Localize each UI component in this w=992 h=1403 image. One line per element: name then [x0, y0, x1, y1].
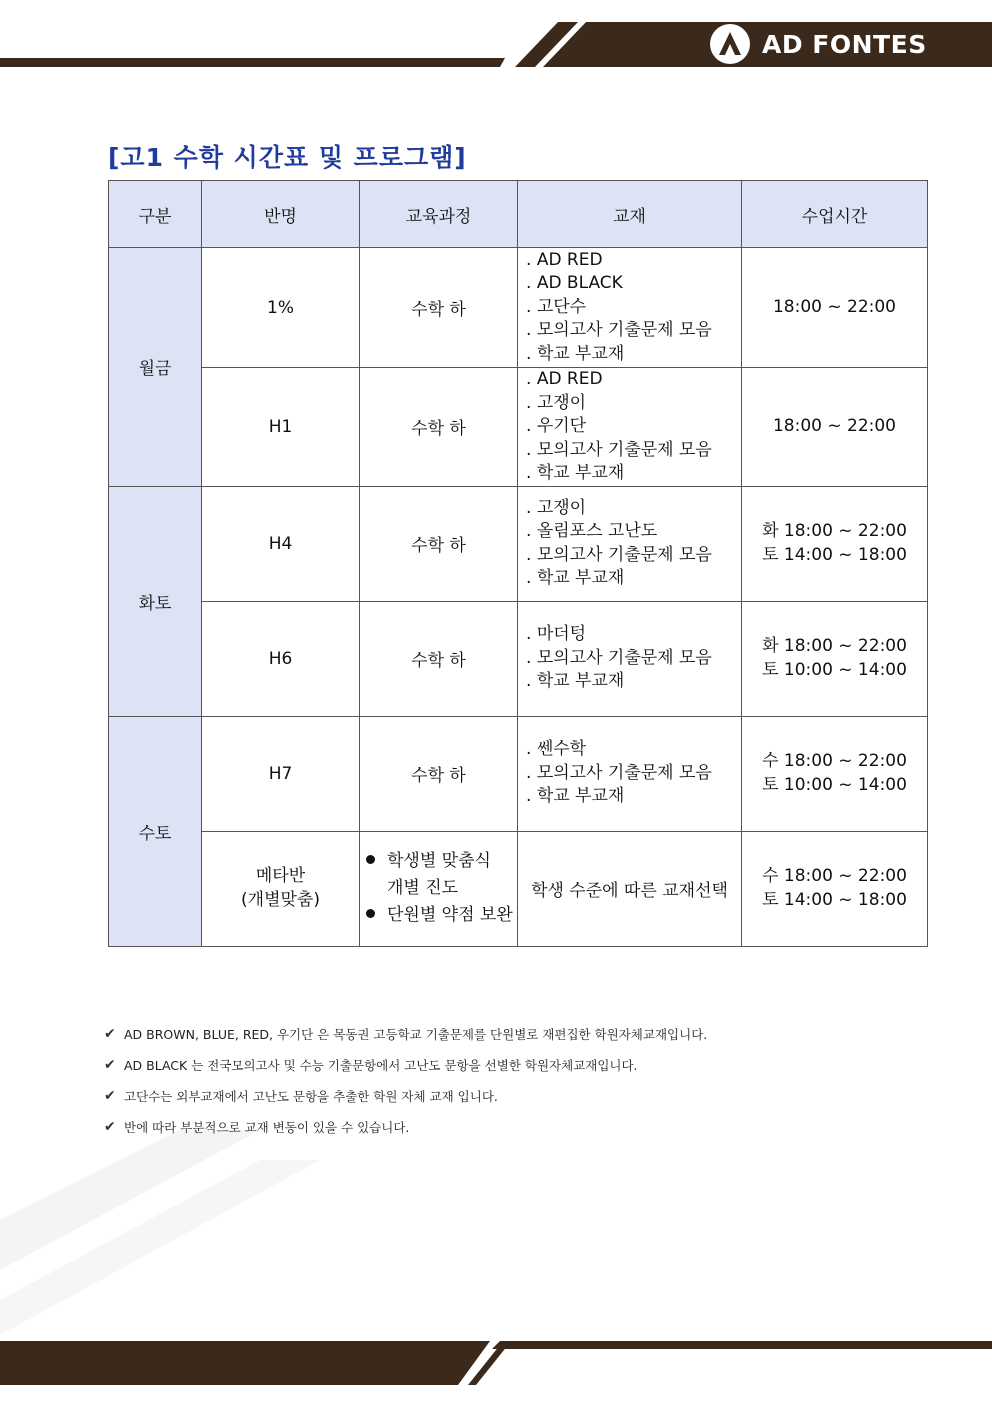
- page-header: [0, 0, 992, 80]
- brand-name: AD FONTES: [762, 29, 927, 59]
- class-name-line: 메타반: [255, 866, 306, 886]
- time-line: 수 18:00 ~ 22:00: [762, 866, 907, 886]
- curriculum-cell: 수학 하: [360, 601, 518, 716]
- notes-list: [104, 1018, 924, 1142]
- textbook-item: . 마더텅: [526, 623, 741, 647]
- curriculum-item: 단원별 약점 보완: [366, 902, 517, 929]
- brand-logo: [710, 24, 927, 64]
- table-row: [109, 716, 928, 831]
- bullet-icon: [366, 855, 375, 864]
- note-item: [104, 1049, 924, 1080]
- note-item: [104, 1018, 924, 1049]
- textbook-item: . 모의고사 기출문제 모음: [526, 319, 741, 343]
- table-row: [109, 831, 928, 946]
- time-line: 화 18:00 ~ 22:00: [762, 521, 907, 541]
- header-textbooks: 교재: [518, 181, 742, 248]
- table-row: [109, 248, 928, 368]
- time-line: 토 14:00 ~ 18:00: [762, 544, 907, 565]
- time-line: 토 14:00 ~ 18:00: [762, 889, 907, 910]
- table-row: [109, 368, 928, 487]
- note-text: AD BLACK 는 전국모의고사 및 수능 기출문항에서 고난도 문항을 선별한 학원자체교재입니다.: [124, 1057, 638, 1073]
- group-cell: 수토: [109, 716, 202, 946]
- class-time-cell: [742, 368, 928, 487]
- note-text: AD BROWN, BLUE, RED, 우기단 은 목동권 고등학교 기출문제를 단원별로 재편집한 학원자체교재입니다.: [124, 1026, 708, 1042]
- textbooks-cell: [518, 368, 742, 487]
- curriculum-cell: 수학 하: [360, 486, 518, 601]
- textbook-item: . 학교 부교재: [526, 343, 741, 367]
- class-name-cell: H7: [202, 716, 360, 831]
- textbook-item: . 학교 부교재: [526, 785, 741, 809]
- textbook-item: . 학교 부교재: [526, 462, 741, 486]
- textbooks-cell: [518, 248, 742, 368]
- class-name-cell: H6: [202, 601, 360, 716]
- class-time-cell: [742, 486, 928, 601]
- header-category: 구분: [109, 181, 202, 248]
- curriculum-cell: [360, 831, 518, 946]
- time-line: 토 10:00 ~ 14:00: [762, 774, 907, 795]
- curriculum-item: 개별 진도: [387, 878, 459, 898]
- background-watermark: [0, 1130, 992, 1340]
- curriculum-cell: 수학 하: [360, 368, 518, 487]
- textbook-item: . 모의고사 기출문제 모음: [526, 762, 741, 786]
- check-icon: ✔: [104, 1118, 116, 1135]
- curriculum-item: 학생별 맞춤식: [366, 848, 517, 875]
- class-time-cell: [742, 831, 928, 946]
- textbook-item: . 학교 부교재: [526, 567, 741, 591]
- curriculum-cell: 수학 하: [360, 248, 518, 368]
- textbooks-cell: 학생 수준에 따른 교재선택: [518, 831, 742, 946]
- textbook-item: . 모의고사 기출문제 모음: [526, 647, 741, 671]
- page-footer: [0, 1335, 992, 1403]
- class-name-cell: H1: [202, 368, 360, 487]
- textbook-item: . AD RED: [526, 368, 741, 392]
- textbook-item: . 학교 부교재: [526, 670, 741, 694]
- table-header: [109, 181, 928, 248]
- schedule-table: [108, 180, 928, 947]
- time-line: 화 18:00 ~ 22:00: [762, 636, 907, 656]
- class-time-cell: [742, 248, 928, 368]
- page-title: [고1 수학 시간표 및 프로그램]: [108, 143, 467, 172]
- check-icon: ✔: [104, 1056, 116, 1073]
- table-row: [109, 601, 928, 716]
- class-name-line: (개별맞춤): [241, 889, 320, 910]
- textbooks-cell: [518, 601, 742, 716]
- textbook-item: . 고쟁이: [526, 392, 741, 416]
- textbook-item: . AD RED: [526, 249, 741, 273]
- group-cell: 화토: [109, 486, 202, 716]
- textbook-item: . 고단수: [526, 296, 741, 320]
- curriculum-cell: 수학 하: [360, 716, 518, 831]
- note-text: 반에 따라 부분적으로 교재 변동이 있을 수 있습니다.: [124, 1119, 410, 1135]
- time-line: 토 10:00 ~ 14:00: [762, 659, 907, 680]
- textbook-item: . 우기단: [526, 415, 741, 439]
- note-item: [104, 1080, 924, 1111]
- time-line: 수 18:00 ~ 22:00: [762, 751, 907, 771]
- check-icon: ✔: [104, 1025, 116, 1042]
- class-name-cell: H4: [202, 486, 360, 601]
- textbook-item: . 모의고사 기출문제 모음: [526, 439, 741, 463]
- textbook-item: . 쎈수학: [526, 738, 741, 762]
- brand-logo-icon: [710, 24, 750, 64]
- time-line: 18:00 ~ 22:00: [772, 296, 897, 317]
- class-name-cell: 1%: [202, 248, 360, 368]
- table-row: [109, 486, 928, 601]
- textbook-item: . 고쟁이: [526, 497, 741, 521]
- class-time-cell: [742, 601, 928, 716]
- group-cell: 월금: [109, 248, 202, 487]
- class-time-cell: [742, 716, 928, 831]
- header-curriculum: 교육과정: [360, 181, 518, 248]
- class-name-cell: [202, 831, 360, 946]
- textbook-item: . AD BLACK: [526, 272, 741, 296]
- bullet-icon: [366, 909, 375, 918]
- header-class-time: 수업시간: [742, 181, 928, 248]
- textbooks-cell: [518, 486, 742, 601]
- time-line: 18:00 ~ 22:00: [772, 416, 897, 436]
- textbook-item: . 모의고사 기출문제 모음: [526, 544, 741, 568]
- textbooks-cell: [518, 716, 742, 831]
- check-icon: ✔: [104, 1087, 116, 1104]
- textbook-item: . 올림포스 고난도: [526, 520, 741, 544]
- note-item: [104, 1111, 924, 1142]
- header-class-name: 반명: [202, 181, 360, 248]
- note-text: 고단수는 외부교재에서 고난도 문항을 추출한 학원 자체 교재 입니다.: [124, 1088, 498, 1104]
